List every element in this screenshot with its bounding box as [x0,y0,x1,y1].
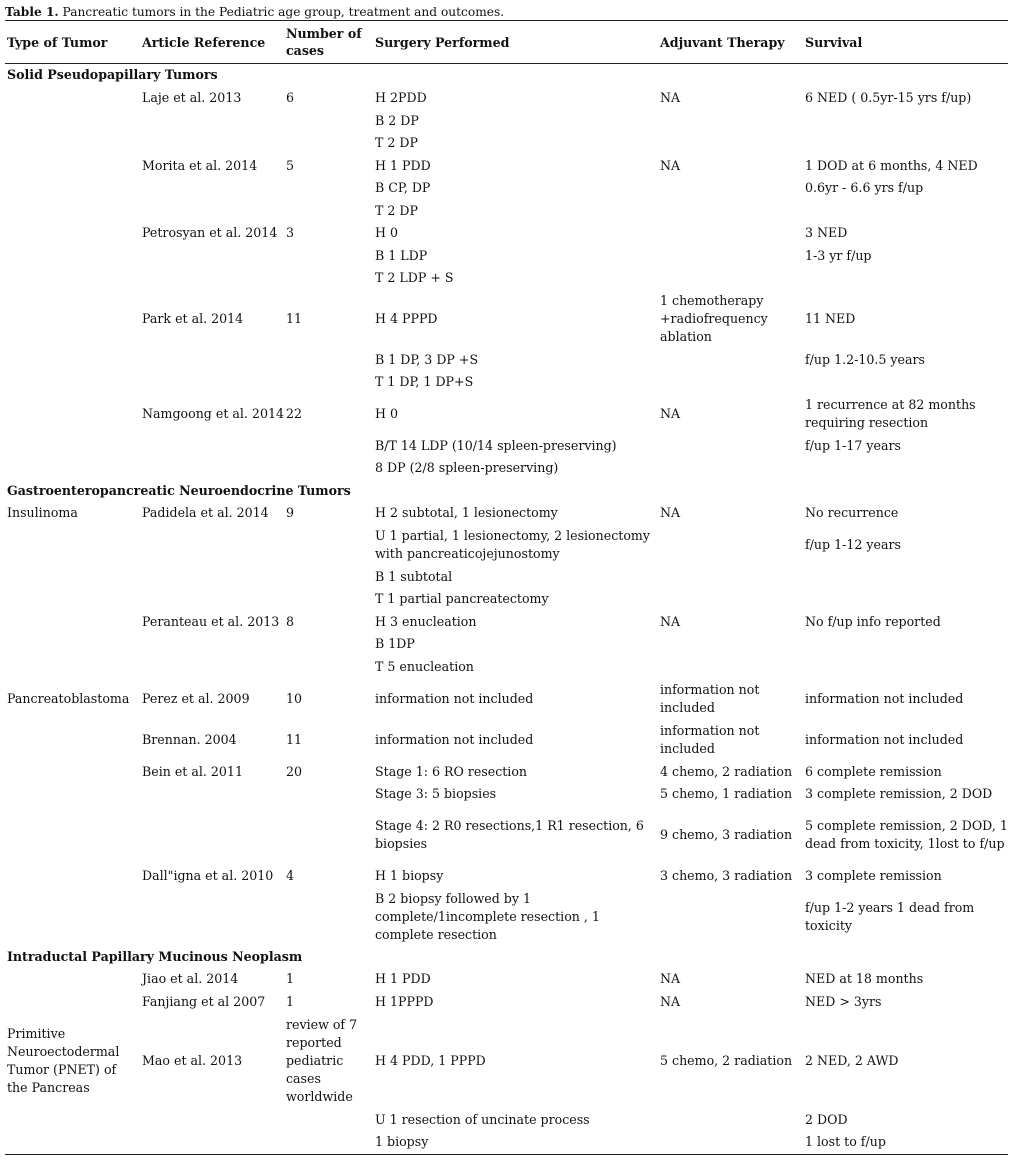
cell-surgery-performed: H 4 PPPD [375,310,438,326]
cell-number-of-cases [284,199,373,222]
cell-type-of-tumor [5,267,140,289]
cell-surgery-performed: T 5 enucleation [375,658,474,674]
cell-article-reference: Dall"igna et al. 2010 [142,867,274,883]
cell-adjuvant-therapy [658,633,803,655]
cell-surgery-performed: T 1 partial pancreatectomy [375,591,549,606]
cell-number-of-cases [284,348,373,371]
cell-type-of-tumor [5,393,140,434]
table-row [5,1131,1008,1154]
cell-survival [803,655,1008,678]
cell-type-of-tumor [5,655,140,678]
table-row [5,199,1008,222]
section-row [5,64,1008,87]
cell-article-reference: Laje et al. 2013 [142,89,242,105]
table-row [5,393,1008,434]
cell-type-of-tumor [5,783,140,805]
cell-surgery-performed: U 1 partial, 1 lesionectomy, 2 lesionectomy with pancreaticojejunostomy [375,527,650,561]
cell-article-reference [140,348,284,371]
cell-article-reference [140,1131,284,1154]
table-row [5,783,1008,805]
cell-number-of-cases [284,434,373,457]
cell-surgery-performed: H 3 enucleation [375,613,477,629]
cell-survival: NED > 3yrs [805,993,882,1009]
cell-survival [803,371,1008,393]
cell-type-of-tumor [5,719,140,760]
cell-type-of-tumor [5,109,140,132]
table-row [5,1013,1008,1109]
cell-number-of-cases [284,109,373,132]
table-row [5,864,1008,887]
cell-type-of-tumor [5,1109,140,1131]
cell-surgery-performed: H 0 [375,225,398,240]
cell-survival [803,132,1008,154]
cell-surgery-performed: 1 biopsy [373,1131,658,1154]
cell-article-reference [140,588,284,610]
cell-surgery-performed: Stage 4: 2 R0 resections,1 R1 resection, 6 biopsies [375,817,644,851]
cell-adjuvant-therapy [658,1131,803,1154]
cell-surgery-performed: H 0 [375,405,398,421]
cell-article-reference [140,457,284,479]
cell-surgery-performed: B 2 biopsy followed by 1 complete/1incomplete resection , 1 complete resection [375,890,600,942]
cell-survival [803,109,1008,132]
cell-surgery-performed: information not included [375,690,534,706]
cell-survival: 2 NED, 2 AWD [805,1053,899,1068]
cell-adjuvant-therapy: NA [660,505,681,520]
header-type-of-tumor: Type of Tumor [5,21,140,64]
cell-type-of-tumor [5,565,140,588]
cell-type-of-tumor: Pancreatoblastoma [7,690,130,706]
cell-survival: 3 NED [805,225,848,240]
table-row [5,968,1008,990]
cell-article-reference [140,1109,284,1131]
cell-surgery-performed: H 2PDD [375,89,427,105]
cell-adjuvant-therapy [658,244,803,267]
cell-surgery-performed: information not included [375,731,534,747]
cell-survival: 6 NED ( 0.5yr-15 yrs f/up) [805,89,972,105]
cell-surgery-performed: 8 DP (2/8 spleen-preserving) [375,460,559,475]
cell-survival: f/up 1-17 years [805,437,901,453]
cell-article-reference: Mao et al. 2013 [142,1053,243,1068]
cell-number-of-cases [284,177,373,199]
table-row [5,267,1008,289]
cell-survival: 3 complete remission [805,867,942,883]
cell-number-of-cases [284,457,373,479]
cell-adjuvant-therapy: NA [660,89,681,105]
table-row [5,177,1008,199]
cell-surgery-performed: U 1 resection of uncinate process [375,1112,590,1127]
table-row [5,154,1008,177]
cell-survival [803,199,1008,222]
cell-article-reference [140,177,284,199]
cell-article-reference: Morita et al. 2014 [142,157,258,173]
cell-adjuvant-therapy [658,588,803,610]
cell-number-of-cases [284,783,373,805]
cell-number-of-cases: 11 [286,731,303,747]
cell-adjuvant-therapy [658,565,803,588]
cell-article-reference [140,887,284,946]
cell-number-of-cases [284,655,373,678]
table-row [5,244,1008,267]
header-row [5,21,1008,64]
cell-number-of-cases [284,633,373,655]
cell-survival: 6 complete remission [805,763,942,779]
cell-adjuvant-therapy: NA [660,993,681,1009]
cell-type-of-tumor [5,588,140,610]
cell-adjuvant-therapy [658,132,803,154]
table-row [5,719,1008,760]
cell-adjuvant-therapy: 4 chemo, 2 radiation [660,763,793,779]
table-row [5,610,1008,633]
table-row [5,434,1008,457]
header-surgery-performed: Surgery Performed [373,21,658,64]
table-row [5,86,1008,109]
cell-type-of-tumor: Primitive Neuroectodermal Tumor (PNET) of the Pancreas [7,1026,120,1095]
cell-surgery-performed: B CP, DP [375,180,431,195]
cell-survival: f/up 1-12 years [805,536,901,552]
table-row [5,565,1008,588]
cell-surgery-performed: H 2 subtotal, 1 lesionectomy [375,505,558,520]
cell-article-reference [140,655,284,678]
cell-number-of-cases [284,588,373,610]
table-row [5,655,1008,678]
cell-survival: 2 DOD [805,1112,848,1127]
cell-article-reference: Brennan. 2004 [142,731,237,747]
cell-article-reference [140,371,284,393]
cell-survival [803,267,1008,289]
cell-number-of-cases: 6 [286,89,295,105]
table-row [5,371,1008,393]
cell-type-of-tumor [5,86,140,109]
cell-surgery-performed: B 1 subtotal [375,568,453,584]
cell-adjuvant-therapy: NA [660,971,681,986]
table-caption [5,0,1008,20]
cell-type-of-tumor [5,434,140,457]
cell-article-reference [140,109,284,132]
cell-adjuvant-therapy: 1 chemotherapy +radiofrequency ablation [660,292,768,344]
cell-number-of-cases: 5 [286,157,295,173]
cell-number-of-cases: 4 [286,867,295,883]
cell-number-of-cases: 1 [286,993,295,1009]
cell-number-of-cases: 9 [286,505,295,520]
cell-adjuvant-therapy: 3 chemo, 3 radiation [660,867,793,883]
cell-number-of-cases [284,267,373,289]
cell-article-reference [140,199,284,222]
cell-survival: 1-3 yr f/up [805,247,872,263]
cell-surgery-performed: T 1 DP, 1 DP+S [375,374,474,389]
cell-survival: 1 DOD at 6 months, 4 NED [805,157,978,173]
cell-article-reference: Fanjiang et al 2007 [142,993,266,1009]
cell-adjuvant-therapy: NA [660,613,681,629]
cell-number-of-cases: 20 [286,763,303,779]
cell-surgery-performed: Stage 1: 6 RO resection [375,763,528,779]
cell-type-of-tumor [5,864,140,887]
table-row [5,1109,1008,1131]
cell-type-of-tumor [5,990,140,1013]
cell-survival: information not included [805,690,964,706]
cell-number-of-cases: 22 [286,405,303,421]
cell-number-of-cases [284,565,373,588]
table-row [5,289,1008,348]
cell-adjuvant-therapy [658,371,803,393]
cell-adjuvant-therapy: NA [660,157,681,173]
table-caption-text: Pancreatic tumors in the Pediatric age group, treatment and outcomes. [58,5,505,19]
cell-adjuvant-therapy [658,177,803,199]
cell-surgery-performed: Stage 3: 5 biopsies [375,786,497,801]
cell-surgery-performed: H 1PPPD [375,993,434,1009]
cell-number-of-cases: review of 7 reported pediatric cases worldwide [286,1017,358,1104]
cell-type-of-tumor [5,968,140,990]
cell-article-reference [140,783,284,805]
cell-article-reference: Park et al. 2014 [142,310,244,326]
cell-article-reference: Namgoong et al. 2014 [142,405,284,421]
cell-survival: f/up 1-2 years 1 dead from toxicity [805,899,975,933]
cell-adjuvant-therapy: 5 chemo, 1 radiation [660,786,793,801]
cell-article-reference [140,267,284,289]
table-row [5,805,1008,864]
cell-type-of-tumor [5,1131,140,1154]
cell-survival: 1 lost to f/up [803,1131,1008,1154]
cell-adjuvant-therapy [658,222,803,244]
cell-number-of-cases [284,887,373,946]
cell-surgery-performed: B 1 DP, 3 DP +S [375,351,479,367]
cell-surgery-performed: T 2 LDP + S [375,270,454,285]
cell-type-of-tumor [5,244,140,267]
cell-type-of-tumor: Insulinoma [7,505,78,520]
cell-adjuvant-therapy [658,457,803,479]
cell-adjuvant-therapy [658,1109,803,1131]
table-row [5,348,1008,371]
table-row [5,760,1008,783]
cell-survival: information not included [805,731,964,747]
cell-type-of-tumor [5,154,140,177]
header-article-reference: Article Reference [140,21,284,64]
section-row [5,946,1008,968]
cell-adjuvant-therapy [658,524,803,565]
cell-surgery-performed: B 1DP [375,636,415,651]
cell-number-of-cases [284,524,373,565]
cell-number-of-cases [284,1131,373,1154]
cell-adjuvant-therapy [658,109,803,132]
table-caption-label: Table 1. [5,5,59,19]
header-adjuvant-therapy: Adjuvant Therapy [658,21,803,64]
cell-adjuvant-therapy [658,199,803,222]
table-row [5,633,1008,655]
cell-adjuvant-therapy [658,348,803,371]
document [5,0,1008,1155]
table-row [5,222,1008,244]
cell-type-of-tumor [5,289,140,348]
cell-type-of-tumor [5,805,140,864]
cell-number-of-cases [284,132,373,154]
section-title: Solid Pseudopapillary Tumors [7,67,218,82]
table-row [5,990,1008,1013]
cell-survival [803,588,1008,610]
cell-surgery-performed: T 2 DP [375,135,418,150]
cell-article-reference [140,633,284,655]
cell-article-reference: Padidela et al. 2014 [142,505,269,520]
cell-number-of-cases: 3 [286,225,295,240]
table-row [5,678,1008,719]
cell-survival: 3 complete remission, 2 DOD [805,786,993,801]
cell-surgery-performed: H 4 PDD, 1 PPPD [375,1053,486,1068]
cell-type-of-tumor [5,760,140,783]
cell-article-reference: Perez et al. 2009 [142,690,250,706]
cell-number-of-cases: 8 [286,613,295,629]
cell-article-reference [140,434,284,457]
cell-surgery-performed: T 2 DP [375,202,418,218]
cell-number-of-cases: 11 [286,310,303,326]
cell-survival [803,565,1008,588]
cell-surgery-performed: B/T 14 LDP (10/14 spleen-preserving) [375,437,617,453]
cell-adjuvant-therapy [658,655,803,678]
cell-type-of-tumor [5,524,140,565]
table-body [5,64,1008,1155]
cell-adjuvant-therapy [658,887,803,946]
header-number-of-cases: Number of cases [284,21,373,64]
cell-article-reference: Bein et al. 2011 [142,763,243,779]
cell-survival: No f/up info reported [805,613,941,629]
cell-survival [803,633,1008,655]
cell-article-reference: Peranteau et al. 2013 [142,613,280,629]
cell-survival [803,457,1008,479]
cell-article-reference [140,565,284,588]
section-title: Gastroenteropancreatic Neuroendocrine Tumors [7,482,351,498]
cell-type-of-tumor [5,457,140,479]
cell-survival: 5 complete remission, 2 DOD, 1 dead from toxicity, 1lost to f/up [805,817,1008,851]
cell-number-of-cases [284,371,373,393]
cell-surgery-performed: B 2 DP [375,112,419,128]
cell-survival: 1 recurrence at 82 months requiring resection [805,396,976,430]
cell-adjuvant-therapy [658,434,803,457]
section-row [5,479,1008,502]
cell-type-of-tumor [5,348,140,371]
cell-adjuvant-therapy: NA [660,405,681,421]
cell-surgery-performed: H 1 PDD [375,971,431,986]
cell-type-of-tumor [5,199,140,222]
cell-article-reference [140,805,284,864]
table-row [5,109,1008,132]
cell-number-of-cases [284,244,373,267]
table-row [5,588,1008,610]
cell-type-of-tumor [5,132,140,154]
cell-type-of-tumor [5,610,140,633]
table-row [5,502,1008,524]
cell-surgery-performed: H 1 PDD [375,157,431,173]
data-table [5,20,1008,1155]
cell-adjuvant-therapy: 9 chemo, 3 radiation [660,826,793,842]
cell-number-of-cases: 1 [286,971,295,986]
cell-number-of-cases [284,805,373,864]
cell-surgery-performed: B 1 LDP [375,247,428,263]
cell-adjuvant-therapy [658,267,803,289]
cell-adjuvant-therapy: information not included [660,722,760,756]
cell-survival: No recurrence [805,505,899,520]
cell-article-reference: Petrosyan et al. 2014 [142,225,278,240]
cell-adjuvant-therapy: information not included [660,681,760,715]
cell-survival: 0.6yr - 6.6 yrs f/up [805,180,924,195]
cell-type-of-tumor [5,222,140,244]
cell-type-of-tumor [5,633,140,655]
table-row [5,524,1008,565]
cell-number-of-cases: 10 [286,690,303,706]
cell-survival: f/up 1.2-10.5 years [805,351,925,367]
cell-article-reference [140,132,284,154]
section-title: Intraductal Papillary Mucinous Neoplasm [7,949,303,964]
cell-article-reference [140,524,284,565]
cell-number-of-cases [284,1109,373,1131]
cell-surgery-performed: H 1 biopsy [375,867,444,883]
cell-adjuvant-therapy: 5 chemo, 2 radiation [660,1053,793,1068]
cell-type-of-tumor [5,177,140,199]
cell-type-of-tumor [5,887,140,946]
table-row [5,457,1008,479]
cell-type-of-tumor [5,371,140,393]
cell-survival: NED at 18 months [805,971,924,986]
table-row [5,887,1008,946]
cell-survival: 11 NED [805,310,856,326]
cell-article-reference: Jiao et al. 2014 [142,971,239,986]
cell-article-reference [140,244,284,267]
table-row [5,132,1008,154]
header-survival: Survival [803,21,1008,64]
